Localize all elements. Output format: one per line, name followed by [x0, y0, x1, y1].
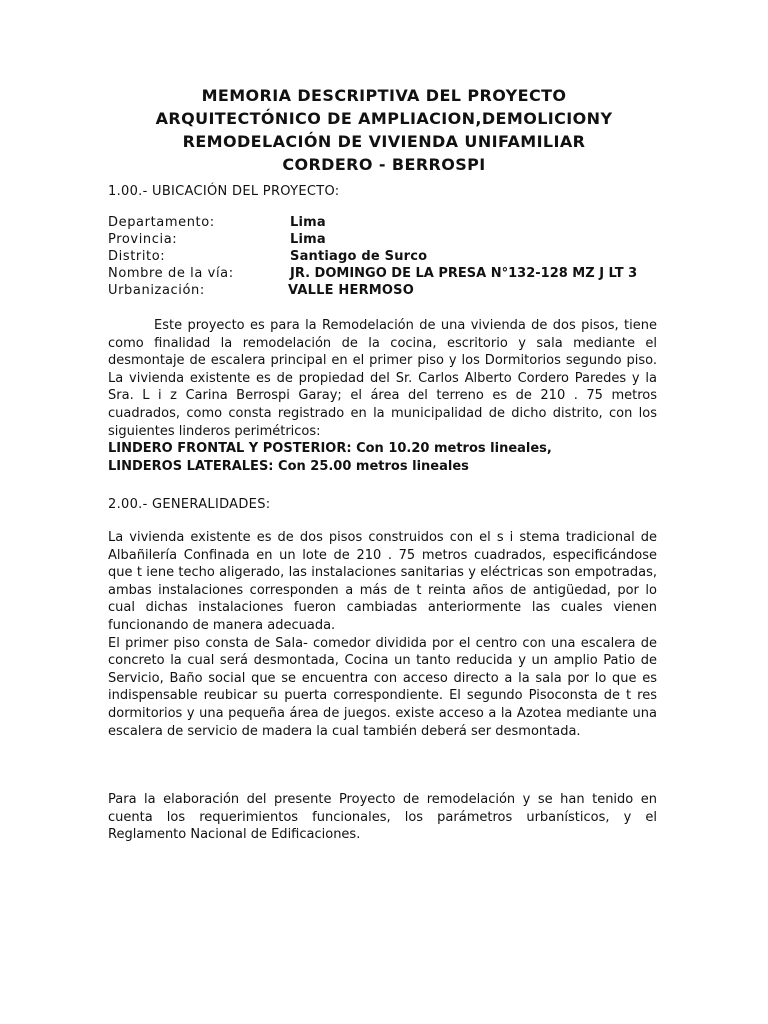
document-title: [100, 84, 668, 176]
field-value: Santiago de Surco: [290, 249, 428, 264]
field-row-departamento: [108, 214, 728, 231]
field-label: Provincia:: [108, 232, 178, 247]
field-value: VALLE HERMOSO: [288, 283, 414, 298]
field-value: Lima: [290, 215, 326, 230]
title-line: REMODELACIÓN DE VIVIENDA UNIFAMILIAR: [182, 132, 586, 151]
field-value: Lima: [290, 232, 326, 247]
location-fields: [108, 214, 728, 299]
section1-body: [108, 317, 657, 475]
field-row-provincia: [108, 231, 728, 248]
section2-paragraph: Para la elaboración del presente Proyecto de remodelación y se han tenido en cuenta los requerimientos funcionales, los parámetros urbanísticos, y el Reglamento Nacional de Edificaciones.: [108, 792, 657, 843]
linderos-laterales-text: LINDEROS LATERALES: Con 25.00 metros lineales: [108, 458, 469, 474]
section2-body: [108, 529, 657, 740]
section2-heading: 2.00.- GENERALIDADES:: [108, 497, 271, 512]
field-label: Nombre de la vía:: [108, 266, 234, 281]
section2-paragraph: La vivienda existente es de dos pisos construidos con el s i stema tradicional de Albañilería Confinada en un lote de 210 . 75 metros cuadrados, especificándose que t iene techo aligerado, las instalaciones sanitarias y eléctricas son empotradas, ambas instalaciones corresponden a más de t reinta años de antigüedad, por lo cual dichas instalaciones fueron cambiadas anteriormente las cuales vienen funcionando de manera adecuada.: [108, 530, 657, 633]
field-label: Distrito:: [108, 249, 166, 264]
lindero-frontal-text: LINDERO FRONTAL Y POSTERIOR: Con 10.20 metros lineales,: [108, 441, 552, 457]
title-line: ARQUITECTÓNICO DE AMPLIACION,DEMOLICIONY: [155, 109, 613, 128]
section1-heading: 1.00.- UBICACIÓN DEL PROYECTO:: [108, 184, 340, 199]
field-label: Departamento:: [108, 215, 215, 230]
section1-paragraph: Este proyecto es para la Remodelación de una vivienda de dos pisos, tiene como finalidad la remodelación de la cocina, escritorio y sala mediante el desmontaje de escalera principal en el primer piso y los Dormitorios segundo piso. La vivienda existente es de propiedad del Sr. Carlos Alberto Cordero Paredes y la Sra. L i z Carina Berrospi Garay; el área del terreno es de 210 . 75 metros cuadrados, como consta registrado en la municipalidad de dicho distrito, con los siguientes linderos perimétricos:: [108, 318, 657, 439]
field-label: Urbanización:: [108, 283, 205, 298]
title-line: CORDERO - BERROSPI: [282, 155, 486, 174]
field-row-via: [108, 265, 728, 282]
field-row-urbanizacion: [108, 282, 728, 299]
title-line: MEMORIA DESCRIPTIVA DEL PROYECTO: [201, 86, 567, 105]
field-row-distrito: [108, 248, 728, 265]
section2-closing: [108, 791, 657, 844]
section2-paragraph: El primer piso consta de Sala- comedor dividida por el centro con una escalera de concreto la cual será desmontada, Cocina un tanto reducida y un amplio Patio de Servicio, Baño social que se encuentra con acceso directo a la sala por lo que es indispensable reubicar su puerta correspondiente. El segundo Pisoconsta de t res dormitorios y una pequeña área de juegos. existe acceso a la Azotea mediante una escalera de servicio de madera la cual también deberá ser desmontada.: [108, 635, 657, 739]
field-value: JR. DOMINGO DE LA PRESA N°132-128 MZ J LT 3: [290, 266, 638, 281]
